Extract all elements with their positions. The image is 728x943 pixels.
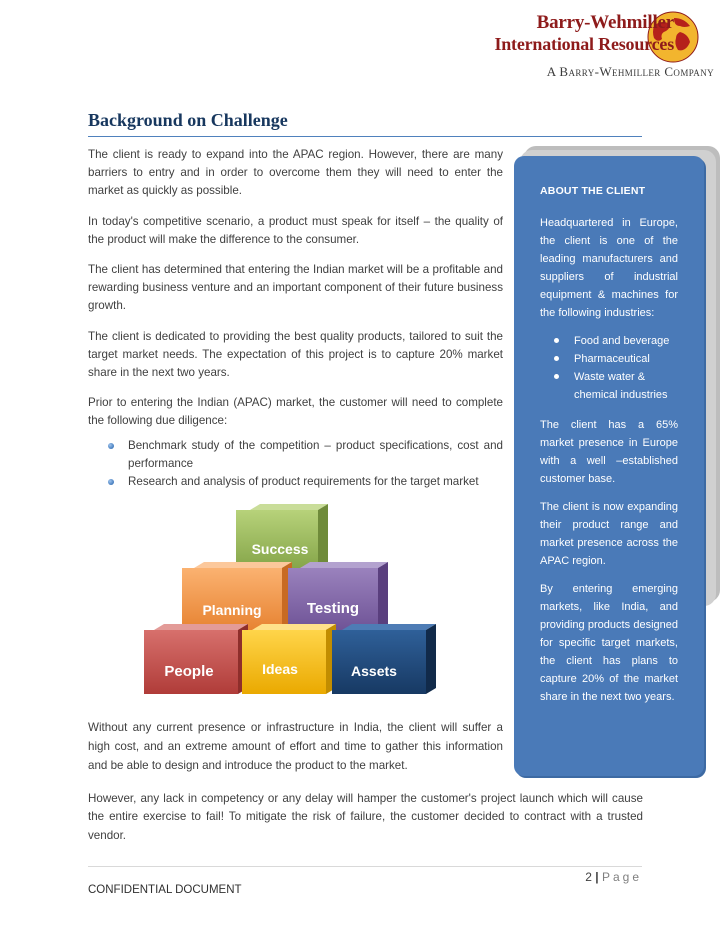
company-name-line1: Barry-Wehmiller	[536, 12, 674, 33]
pyramid-label-success: Success	[251, 541, 309, 557]
bullet-icon	[108, 479, 114, 485]
about-client-sidebar	[514, 156, 704, 776]
sidebar-paragraph: By entering emerging markets, like India, and providing products designed for specific target markets, the client has plans to capture 20% of the market share in the next two years.	[540, 583, 678, 703]
industries-list	[540, 332, 678, 404]
page-number	[585, 870, 642, 884]
list-item	[574, 350, 678, 368]
sidebar-title: ABOUT THE CLIENT	[540, 185, 646, 197]
after-pyramid-paragraph: Without any current presence or infrastructure in India, the client will suffer a high cost, and an extreme amount of effort and time to gather this information and be able to design and introduce the product to the market.	[88, 721, 503, 772]
pyramid-label-people: People	[164, 663, 214, 680]
footer-rule	[88, 866, 642, 867]
company-name-line2: International Resources	[494, 34, 674, 54]
pyramid-block-success	[236, 504, 328, 568]
section-heading: Background on Challenge	[88, 110, 288, 130]
page-number-value: 2	[585, 870, 592, 884]
list-item	[128, 473, 503, 491]
pyramid-block-ideas	[242, 624, 336, 694]
pyramid-label-testing: Testing	[306, 600, 360, 617]
pyramid-block-people	[144, 624, 248, 694]
heading-rule	[88, 136, 642, 137]
sidebar-paragraph: The client is now expanding their product range and market presence across the APAC region.	[540, 501, 678, 567]
industry-label: Waste water & chemical industries	[574, 371, 668, 401]
pyramid-label-assets: Assets	[351, 663, 397, 679]
bullet-icon	[554, 356, 559, 361]
confidential-label: CONFIDENTIAL DOCUMENT	[88, 884, 242, 896]
pyramid-label-ideas: Ideas	[262, 661, 298, 677]
body-text	[88, 146, 503, 491]
list-item	[128, 437, 503, 473]
company-tagline: A Barry-Wehmiller Company	[546, 64, 714, 79]
paragraph: Prior to entering the Indian (APAC) market, the customer will need to complete the following due diligence:	[88, 396, 503, 428]
pyramid-block-assets	[332, 624, 436, 694]
closing-paragraph: However, any lack in competency or any delay will hamper the customer's project launch which will cause the entire exercise to fail! To mitigate the risk of failure, the customer decided to contract with a trusted vendor.	[88, 792, 643, 842]
list-item-text: Research and analysis of product requirements for the target market	[128, 475, 479, 489]
paragraph: In today's competitive scenario, a product must speak for itself – the quality of the product will make the difference to the consumer.	[88, 214, 503, 246]
list-item	[574, 368, 678, 404]
success-pyramid	[142, 504, 442, 694]
industry-label: Pharmaceutical	[574, 353, 650, 365]
list-item-text: Benchmark study of the competition – product specifications, cost and performance	[128, 438, 503, 470]
industry-label: Food and beverage	[574, 335, 670, 347]
pyramid-label-planning: Planning	[202, 602, 262, 618]
list-item	[574, 332, 678, 350]
paragraph: The client is ready to expand into the APAC region. However, there are many barriers to entry and in order to overcome them they will need to enter the market as quickly as possible.	[88, 148, 503, 198]
paragraph: The client has determined that entering the Indian market will be a profitable and rewarding business venture and an important component of their future business growth.	[88, 263, 503, 313]
sidebar-paragraph: The client has a 65% market presence in Europe with a well –established customer base.	[540, 419, 678, 485]
diligence-list	[88, 437, 503, 492]
company-logo	[480, 6, 720, 84]
page-label: Page	[601, 870, 642, 884]
bullet-icon	[554, 338, 559, 343]
paragraph: The client is dedicated to providing the best quality products, tailored to suit the target market needs. The expectation of this project is to capture 20% market share in the next two years.	[88, 329, 503, 380]
bullet-icon	[554, 374, 559, 379]
page-separator: |	[595, 870, 602, 884]
bullet-icon	[108, 443, 114, 449]
sidebar-intro: Headquartered in Europe, the client is one of the leading manufacturers and suppliers of industrial equipment & machines for the following industries:	[540, 217, 678, 319]
